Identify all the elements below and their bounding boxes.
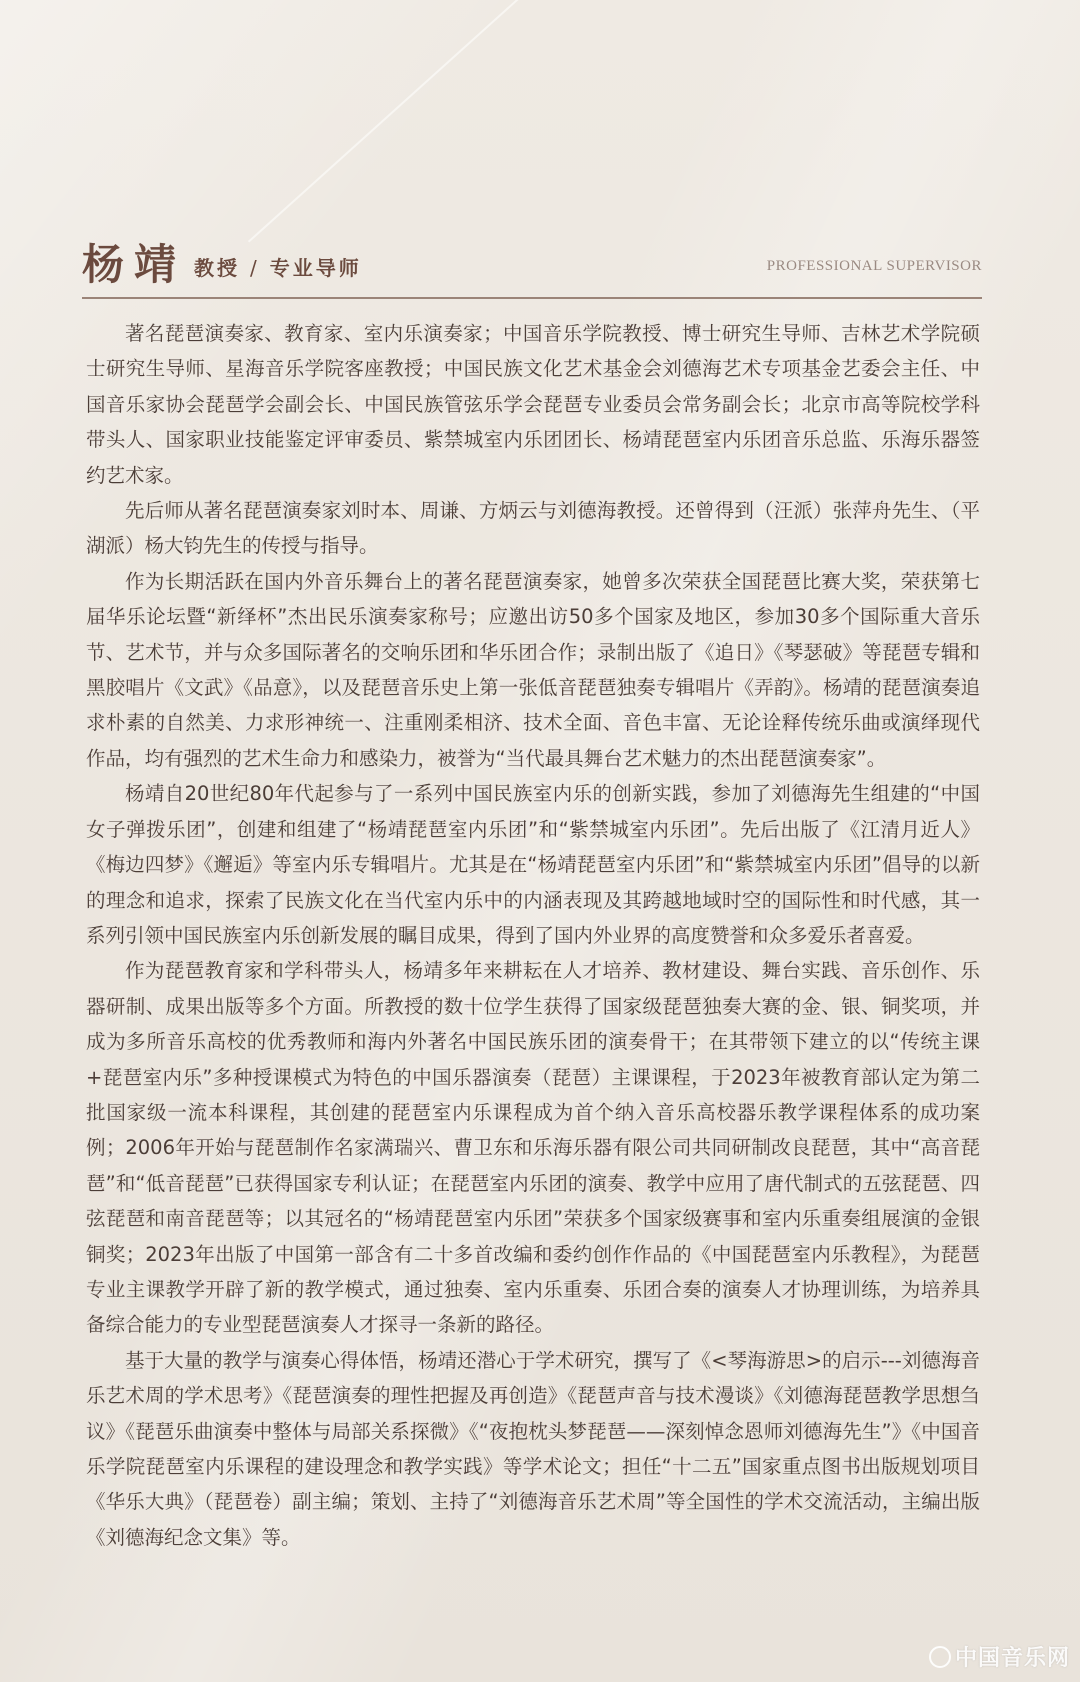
bio-paragraph: 作为琵琶教育家和学科带头人，杨靖多年来耕耘在人才培养、教材建设、舞台实践、音乐创作、乐器研制、成果出版等多个方面。所教授的数十位学生获得了国家级琵琶独奏大赛的金、银、铜奖项，并成为多所音乐高校的优秀教师和海内外著名中国民族乐团的演奏骨干；在其带领下建立的以“传统主课+琵琶室内乐”多种授课模式为特色的中国乐器演奏（琵琶）主课课程，于2023年被教育部认定为第二批国家级一流本科课程，其创建的琵琶室内乐课程成为首个纳入音乐高校器乐教学课程体系的成功案例；2006年开始与琵琶制作名家满瑞兴、曹卫东和乐海乐器有限公司共同研制改良琵琶，其中“高音琵琶”和“低音琵琶”已获得国家专利认证；在琵琶室内乐团的演奏、教学中应用了唐代制式的五弦琵琶、四弦琵琶和南音琵琶等；以其冠名的“杨靖琵琶室内乐团”荣获多个国家级赛事和室内乐重奏组展演的金银铜奖；2023年出版了中国第一部含有二十多首改编和委约创作作品的《中国琵琶室内乐教程》，为琵琶专业主课教学开辟了新的教学模式，通过独奏、室内乐重奏、乐团合奏的演奏人才协理训练，为培养具备综合能力的专业型琵琶演奏人才探寻一条新的路径。: [86, 959, 980, 1337]
background-diagonal-line: [248, 0, 561, 243]
watermark-text: 中国音乐网: [954, 1646, 1070, 1671]
title-professor: 教授: [194, 256, 240, 280]
bio-paragraph: 作为长期活跃在国内外音乐舞台上的著名琵琶演奏家，她曾多次荣获全国琵琶比赛大奖，荣获第七届华乐论坛暨“新绎杯”杰出民乐演奏家称号；应邀出访50多个国家及地区，参加30多个国际重大音乐节、艺术节，并与众多国际著名的交响乐团和华乐团合作；录制出版了《追日》《琴瑟破》等琵琶专辑和黑胶唱片《文武》《品意》，以及琵琶音乐史上第一张低音琵琶独奏专辑唱片《弄韵》。杨靖的琵琶演奏追求朴素的自然美、力求形神统一、注重刚柔相济、技术全面、音色丰富、无论诠释传统乐曲或演绎现代作品，均有强烈的艺术生命力和感染力，被誉为“当代最具舞台艺术魅力的杰出琵琶演奏家”。: [86, 569, 980, 770]
bio-paragraph: 著名琵琶演奏家、教育家、室内乐演奏家；中国音乐学院教授、博士研究生导师、吉林艺术学院硕士研究生导师、星海音乐学院客座教授；中国民族文化艺术基金会刘德海艺术专项基金艺委会主任、中国音乐家协会琵琶学会副会长、中国民族管弦乐学会琵琶专业委员会常务副会长；北京市高等院校学科带头人、国家职业技能鉴定评审委员、紫禁城室内乐团团长、杨靖琵琶室内乐团音乐总监、乐海乐器签约艺术家。: [86, 322, 980, 487]
profile-titles: [194, 252, 362, 281]
profile-header: [82, 232, 982, 292]
header-divider: [82, 297, 982, 299]
title-supervisor: 专业导师: [269, 256, 362, 280]
bio-paragraph: 基于大量的教学与演奏心得体悟，杨靖还潜心于学术研究，撰写了《<琴海游思>的启示---刘德海音乐艺术周的学术思考》《琵琶演奏的理性把握及再创造》《琵琶声音与技术漫谈》《刘德海琵琶教学思想刍议》《琵琶乐曲演奏中整体与局部关系探微》《“夜抱枕头梦琵琶——深刻悼念恩师刘德海先生”》《中国音乐学院琵琶室内乐课程的建设理念和教学实践》等学术论文；担任“十二五”国家重点图书出版规划项目《华乐大典》（琵琶卷）副主编；策划、主持了“刘德海音乐艺术周”等全国性的学术交流活动，主编出版《刘德海纪念文集》等。: [86, 1348, 980, 1549]
title-separator: /: [250, 256, 260, 280]
profile-name: 杨靖: [82, 240, 187, 289]
biography-body: [86, 316, 980, 1555]
english-label: PROFESSIONAL SUPERVISOR: [766, 258, 982, 274]
bio-paragraph: 杨靖自20世纪80年代起参与了一系列中国民族室内乐的创新实践，参加了刘德海先生组建的“中国女子弹拨乐团”，创建和组建了“杨靖琵琶室内乐团”和“紫禁城室内乐团”。先后出版了《江清月近人》《梅边四梦》《邂逅》等室内乐专辑唱片。尤其是在“杨靖琵琶室内乐团”和“紫禁城室内乐团”倡导的以新的理念和追求，探索了民族文化在当代室内乐中的内涵表现及其跨越地域时空的国际性和时代感，其一系列引领中国民族室内乐创新发展的瞩目成果，得到了国内外业界的高度赞誉和众多爱乐者喜爱。: [86, 782, 980, 947]
music-note-icon: [929, 1646, 951, 1668]
bio-paragraph: 先后师从著名琵琶演奏家刘时本、周谦、方炳云与刘德海教授。还曾得到（汪派）张萍舟先生、（平湖派）杨大钧先生的传授与指导。: [86, 499, 980, 558]
site-watermark: [929, 1641, 1070, 1672]
